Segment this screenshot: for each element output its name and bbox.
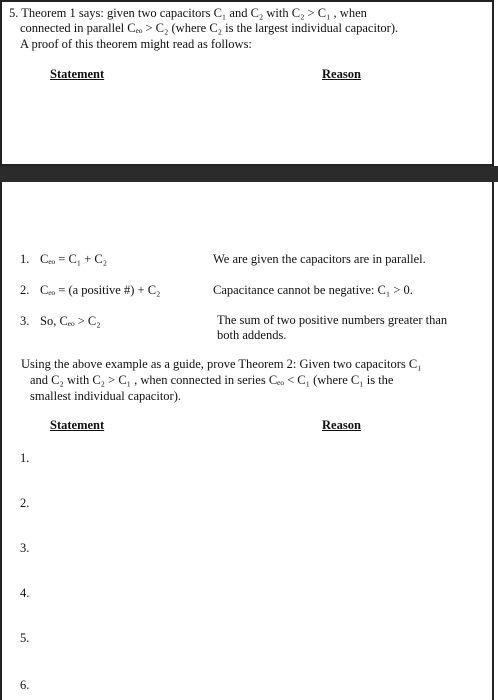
reason-header: Reason xyxy=(322,418,361,432)
task-line-2: and C₂ with C₂ > C₁ , when connected in series Cₑₒ < C₁ (where C₁ is the xyxy=(30,373,394,387)
answer-step-number: 5. xyxy=(20,631,30,645)
answer-step-number: 3. xyxy=(20,541,30,555)
example-step-number: 2. xyxy=(20,283,30,297)
example-statement: Cₑₒ = C₁ + C₂ xyxy=(40,252,108,266)
problem-line-3: A proof of this theorem might read as follows: xyxy=(20,37,252,51)
example-step-number: 1. xyxy=(20,252,30,266)
example-reason: Capacitance cannot be negative: C₁ > 0. xyxy=(213,283,413,297)
example-reason: We are given the capacitors are in parallel. xyxy=(213,252,426,266)
task-line-3: smallest individual capacitor). xyxy=(30,389,181,403)
panel-divider xyxy=(0,166,498,182)
example-statement: Cₑₒ = (a positive #) + C₂ xyxy=(40,283,161,297)
reason-header: Reason xyxy=(322,67,361,81)
answer-step-number: 4. xyxy=(20,586,30,600)
problem-line-2: connected in parallel Cₑₒ > C₂ (where C₂ is the largest individual capacitor). xyxy=(20,21,399,35)
answer-step-number: 1. xyxy=(20,451,30,465)
task-line-1: Using the above example as a guide, prove Theorem 2: Given two capacitors C₁ xyxy=(21,357,422,371)
statement-header: Statement xyxy=(50,418,105,432)
statement-header: Statement xyxy=(50,67,105,81)
answer-step-number: 2. xyxy=(20,496,30,510)
answer-step-number: 6. xyxy=(20,678,30,692)
example-statement: So, Cₑₒ > C₂ xyxy=(40,314,101,328)
example-step-number: 3. xyxy=(20,314,30,328)
example-reason: The sum of two positive numbers greater than both addends. xyxy=(217,313,448,342)
problem-line-1: 5. Theorem 1 says: given two capacitors C₁ and C₂ with C₂ > C₁ , when xyxy=(9,6,367,20)
